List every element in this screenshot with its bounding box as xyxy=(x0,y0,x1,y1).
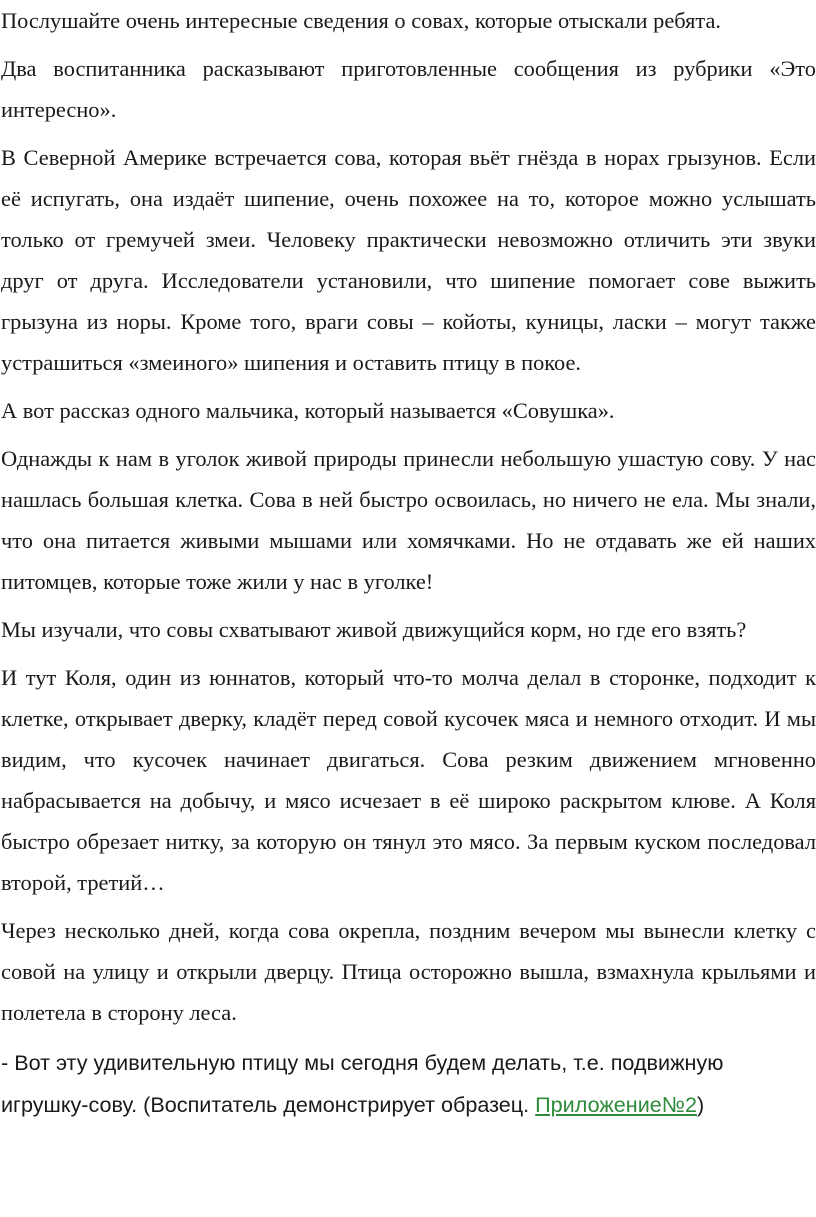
paragraph-rubric: Два воспитанника расказывают приготовленные сообщения из рубрики «Это интересно». xyxy=(1,56,816,122)
paragraph-story-2: Мы изучали, что совы схватывают живой движущийся корм, но где его взять? xyxy=(1,617,747,642)
paragraph-story-3: И тут Коля, один из юннатов, который что-то молча делал в сторонке, подходит к клетке, открывает дверку, кладёт перед совой кусочек мяса и немного отходит. И мы видим, что кусочек начинает двигаться. Сова резким движением мгновенно набрасывается на добычу, и мясо исчезает в её широко раскрытом клюве. А Коля быстро обрезает нитку, за которую он тянул это мясо. За первым куском последовал второй, третий… xyxy=(1,665,816,895)
paragraph-owl-fact: В Северной Америке встречается сова, которая вьёт гнёзда в норах грызунов. Если её испугать, она издаёт шипение, очень похожее на то, которое можно услышать только от гремучей змеи. Человеку практически невозможно отличить эти звуки друг от друга. Исследователи установили, что шипение помогает сове выжить грызуна из норы. Кроме того, враги совы – койоты, куницы, ласки – могут также устрашиться «змеиного» шипения и оставить птицу в покое. xyxy=(1,145,816,375)
appendix-2-link[interactable]: Приложение№2 xyxy=(535,1092,697,1117)
paragraph-intro: Послушайте очень интересные сведения о совах, которые отыскали ребята. xyxy=(1,8,721,33)
paragraph-story-title: А вот рассказ одного мальчика, который называется «Совушка». xyxy=(1,398,615,423)
teacher-note-text: - Вот эту удивительную птицу мы сегодня будем делать, т.е. подвижную игрушку-сову. (Воспитатель демонстрирует образец. xyxy=(1,1050,724,1117)
closing-paren: ) xyxy=(696,1092,705,1117)
paragraph-story-4: Через несколько дней, когда сова окрепла, поздним вечером мы вынесли клетку с совой на улицу и открыли дверцу. Птица осторожно вышла, взмахнула крыльями и полетела в сторону леса. xyxy=(1,918,816,1025)
paragraph-story-1: Однажды к нам в уголок живой природы принесли небольшую ушастую сову. У нас нашлась большая клетка. Сова в ней быстро освоилась, но ничего не ела. Мы знали, что она питается живыми мышами или хомячками. Но не отдавать же ей наших питомцев, которые тоже жили у нас в уголке! xyxy=(1,446,816,594)
paragraph-teacher-note xyxy=(1,1042,816,1126)
